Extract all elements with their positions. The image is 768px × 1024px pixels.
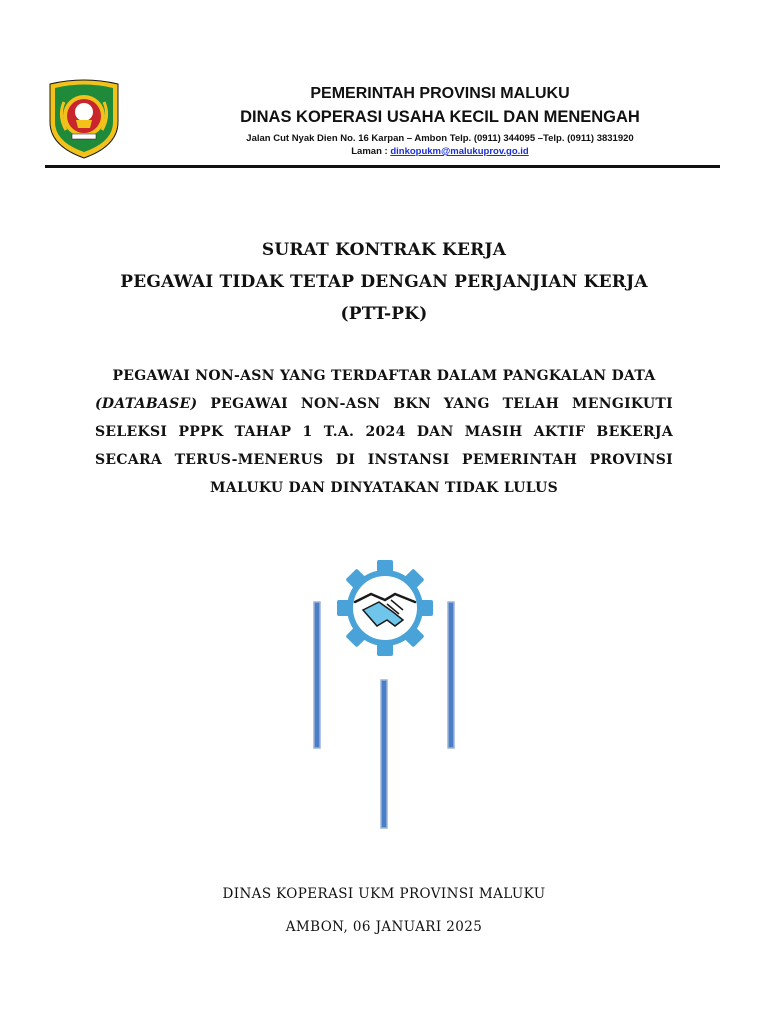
description-line-1: PEGAWAI NON-ASN YANG TERDAFTAR DALAM PANGKALAN DATA: [112, 368, 656, 384]
footer-agency: DINAS KOPERASI UKM PROVINSI MALUKU: [222, 886, 546, 902]
document-footer: [60, 884, 708, 937]
description-line-3: SELEKSI PPPK TAHAP 1 T.A. 2024 DAN MASIH AKTIF BEKERJA: [95, 424, 673, 440]
title-line-3: (PTT-PK): [340, 304, 428, 324]
maluku-province-emblem-icon: [46, 78, 122, 160]
description-italic-term: (DATABASE): [95, 396, 198, 412]
website-link[interactable]: dinkopukm@malukuprov.go.id: [390, 146, 529, 157]
description-line-5: MALUKU DAN DINYATAKAN TIDAK LULUS: [210, 480, 558, 496]
document-title: [60, 234, 708, 330]
website-label: Laman :: [351, 146, 388, 157]
description-line-2: [95, 390, 673, 418]
letterhead-website: [140, 145, 740, 158]
letterhead-divider: [45, 165, 720, 168]
description-line-4: SECARA TERUS-MENERUS DI INSTANSI PEMERINTAH PROVINSI: [95, 452, 673, 468]
letterhead-department: DINAS KOPERASI USAHA KECIL DAN MENENGAH: [240, 108, 640, 126]
letterhead: [0, 0, 768, 175]
description-line-2-rest: PEGAWAI NON-ASN BKN YANG TELAH MENGIKUTI: [210, 396, 673, 412]
document-description: [95, 362, 673, 502]
title-line-2: PEGAWAI TIDAK TETAP DENGAN PERJANJIAN KERJA: [120, 272, 648, 292]
letterhead-government: PEMERINTAH PROVINSI MALUKU: [310, 85, 570, 102]
handshake-gear-icon: [300, 560, 470, 830]
letterhead-address: Jalan Cut Nyak Dien No. 16 Karpan – Ambon Telp. (0911) 344095 –Telp. (0911) 3831920: [246, 133, 634, 144]
title-line-1: SURAT KONTRAK KERJA: [261, 240, 507, 260]
footer-place-date: AMBON, 06 JANUARI 2025: [285, 919, 483, 935]
